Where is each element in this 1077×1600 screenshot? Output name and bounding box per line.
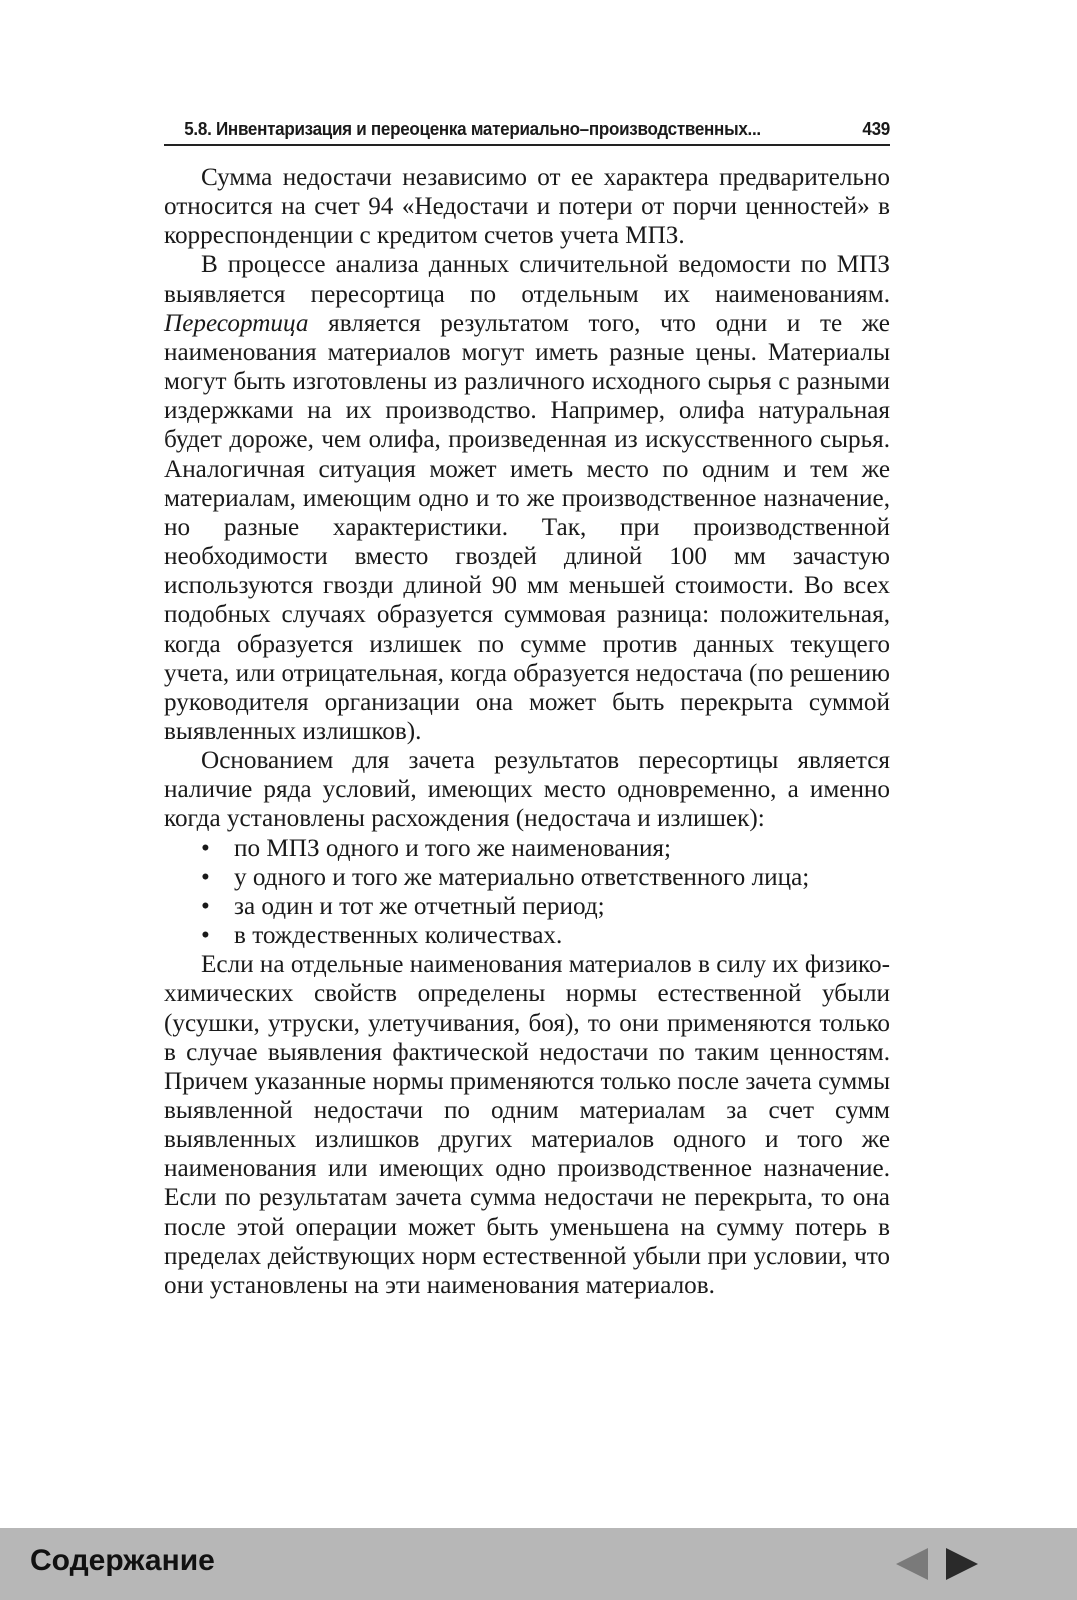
paragraph-3: Основанием для зачета результатов пересортицы является наличие ряда условий, имеющих место одновременно, а именно когда установлены расхождения (недостача и излишек): xyxy=(164,747,890,833)
running-header-title: 5.8. Инвентаризация и переоценка материально–производственных... xyxy=(184,118,761,139)
paragraph-2 xyxy=(164,250,890,746)
list-item: • по МПЗ одного и того же наименования; xyxy=(201,834,672,862)
running-header xyxy=(164,114,890,146)
conditions-list xyxy=(164,834,890,951)
list-item: • за один и тот же отчетный период; xyxy=(201,892,605,920)
triangle-left-icon xyxy=(894,1546,930,1582)
triangle-right-icon xyxy=(944,1546,980,1582)
next-page-button[interactable] xyxy=(944,1546,980,1582)
page-number: 439 xyxy=(862,118,890,139)
bullet-icon: • xyxy=(201,834,210,862)
list-item: • в тождественных количествах. xyxy=(201,922,563,950)
term-peresortitsa: Пересортица xyxy=(164,309,309,337)
page-body xyxy=(164,163,890,1300)
navigation-bar xyxy=(0,1528,1077,1600)
list-item: • у одного и того же материально ответственного лица; xyxy=(201,863,810,891)
paragraph-2-rest: является результатом того, что одни и те же наименования материалов могут иметь разные цены. Материалы могут быть изготовлены из различного исходного сырья с разными издержками на их производство. Например, олифа натуральная будет дороже, чем олифа, произведенная из искусственного сырья. Аналогичная ситуация может иметь место по одним и тем же материалам, имеющим одно и то же производственное назначение, но разные характеристики. Так, при производственной необходимости вместо гвоздей длиной 100 мм зачастую используются гвозди длиной 90 мм меньшей стоимости. Во всех подобных случаях образуется суммовая разница: положительная, когда образуется излишек по сумме против данных текущего учета, или отрицательная, когда образуется недостача (по решению руководителя организации она может быть перекрыта суммой выявленных излишков). xyxy=(164,309,890,745)
paragraph-1: Сумма недостачи независимо от ее характера предварительно относится на счет 94 «Недостачи и потери от порчи ценностей» в корреспонденции с кредитом счетов учета МПЗ. xyxy=(164,164,890,250)
paragraph-2-start: В процессе анализа данных сличительной ведомости по МПЗ выявляется пересортица по отдельным их наименованиям. xyxy=(164,251,890,308)
bullet-icon: • xyxy=(201,922,210,950)
bullet-icon: • xyxy=(201,863,210,891)
paragraph-4: Если на отдельные наименования материалов в силу их физико-химических свойств определены нормы естественной убыли (усушки, утруски, улетучивания, боя), то они применяются только в случае выявления фактической недостачи по таким ценностям. Причем указанные нормы применяются только после зачета суммы выявленной недостачи по одним материалам за счет сумм выявленных излишков других материалов одного и того же наименования или имеющих одно производственное назначение. Если по результатам зачета сумма недостачи не перекрыта, то она после этой операции может быть уменьшена на сумму потерь в пределах действующих норм естественной убыли при условии, что они установлены на эти наименования материалов. xyxy=(164,951,890,1299)
bullet-icon: • xyxy=(201,892,210,920)
previous-page-button[interactable] xyxy=(894,1546,930,1582)
table-of-contents-button[interactable]: Содержание xyxy=(30,1544,215,1577)
